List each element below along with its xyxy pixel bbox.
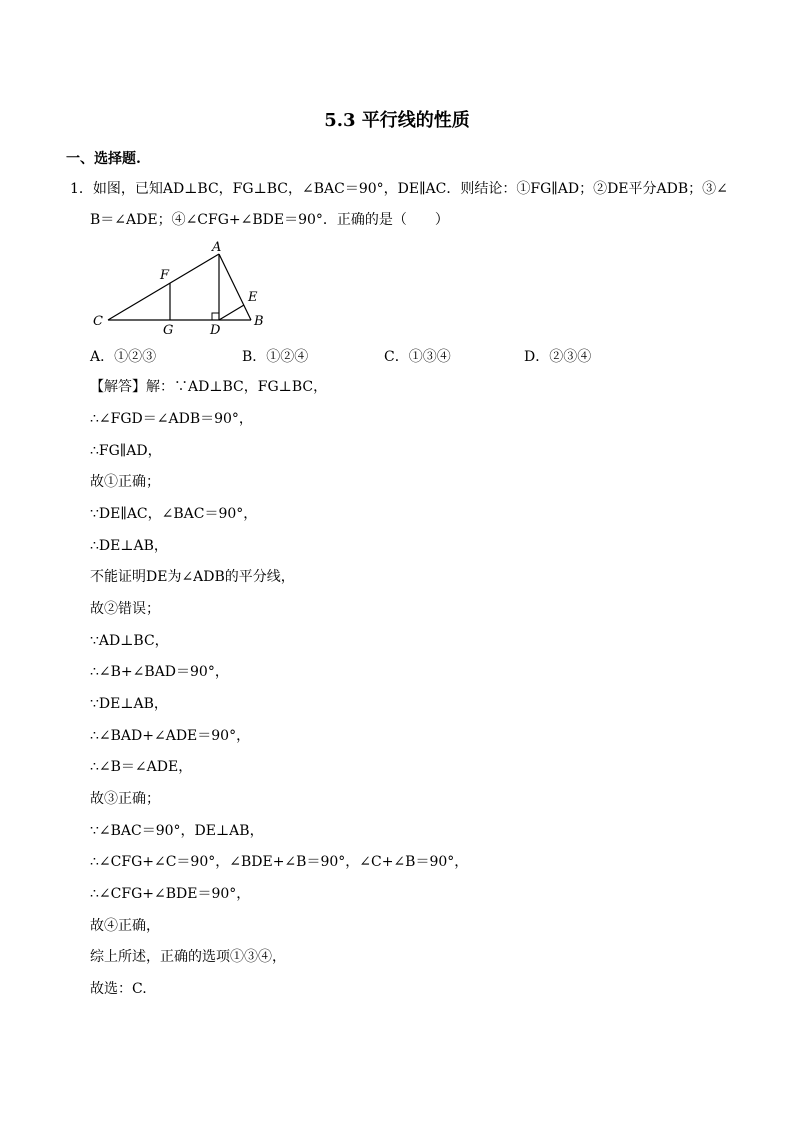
label-d: D xyxy=(210,323,221,338)
solution-line: 故②错误； xyxy=(90,601,160,617)
option-b: B．①②④ xyxy=(242,349,309,365)
solution-line: ∴∠CFG+∠C＝90°，∠BDE+∠B＝90°，∠C+∠B＝90°， xyxy=(90,854,469,870)
label-e: E xyxy=(248,290,258,305)
label-b: B xyxy=(254,314,264,329)
solution-line: ∵DE⊥AB， xyxy=(90,696,168,712)
geometry-figure xyxy=(88,238,278,342)
option-c: C．①③④ xyxy=(384,349,451,365)
solution-line: ∵∠BAC＝90°，DE⊥AB， xyxy=(90,823,264,839)
solution-line: ∴∠B＝∠ADE， xyxy=(90,759,193,775)
solution-line: ∴FG∥AD， xyxy=(90,443,162,459)
segment-ca xyxy=(108,254,219,320)
solution-line: ∴∠FGD＝∠ADB＝90°， xyxy=(90,411,253,427)
solution-line: ∴∠CFG+∠BDE＝90°， xyxy=(90,886,251,902)
question-line-2: B＝∠ADE；④∠CFG+∠BDE＝90°．正确的是（ ） xyxy=(90,212,449,228)
label-g: G xyxy=(163,323,174,338)
triangle-diagram xyxy=(88,238,278,338)
solution-line: 故③正确； xyxy=(90,791,160,807)
question-line-1: 1．如图，已知AD⊥BC，FG⊥BC，∠BAC＝90°，DE∥AC．则结论：①FG∥AD；②DE平分ADB；③∠ xyxy=(70,181,728,197)
right-angle-mark xyxy=(212,313,219,320)
solution-line: ∴∠B+∠BAD＝90°， xyxy=(90,664,229,680)
solution-line: 综上所述，正确的选项①③④， xyxy=(90,949,286,965)
option-a: A．①②③ xyxy=(90,349,157,365)
solution-line: ∵DE∥AC，∠BAC＝90°， xyxy=(90,506,258,522)
solution-line: ∴∠BAD+∠ADE＝90°， xyxy=(90,728,251,744)
section-heading: 一、选择题. xyxy=(66,151,141,167)
solution-line: 故选：C. xyxy=(90,981,147,997)
option-d: D．②③④ xyxy=(524,349,592,365)
solution-line: 故④正确， xyxy=(90,918,160,934)
solution-line: 故①正确； xyxy=(90,474,160,490)
label-f: F xyxy=(160,268,170,283)
page-title: 5.3 平行线的性质 xyxy=(324,110,470,131)
label-a: A xyxy=(212,240,222,255)
solution-line: ∵AD⊥BC， xyxy=(90,633,169,649)
label-c: C xyxy=(93,314,103,329)
solution-line: ∴DE⊥AB， xyxy=(90,538,168,554)
segment-de xyxy=(219,305,244,320)
solution-line: 【解答】解：∵AD⊥BC，FG⊥BC， xyxy=(90,379,328,395)
solution-line: 不能证明DE为∠ADB的平分线， xyxy=(90,569,295,585)
